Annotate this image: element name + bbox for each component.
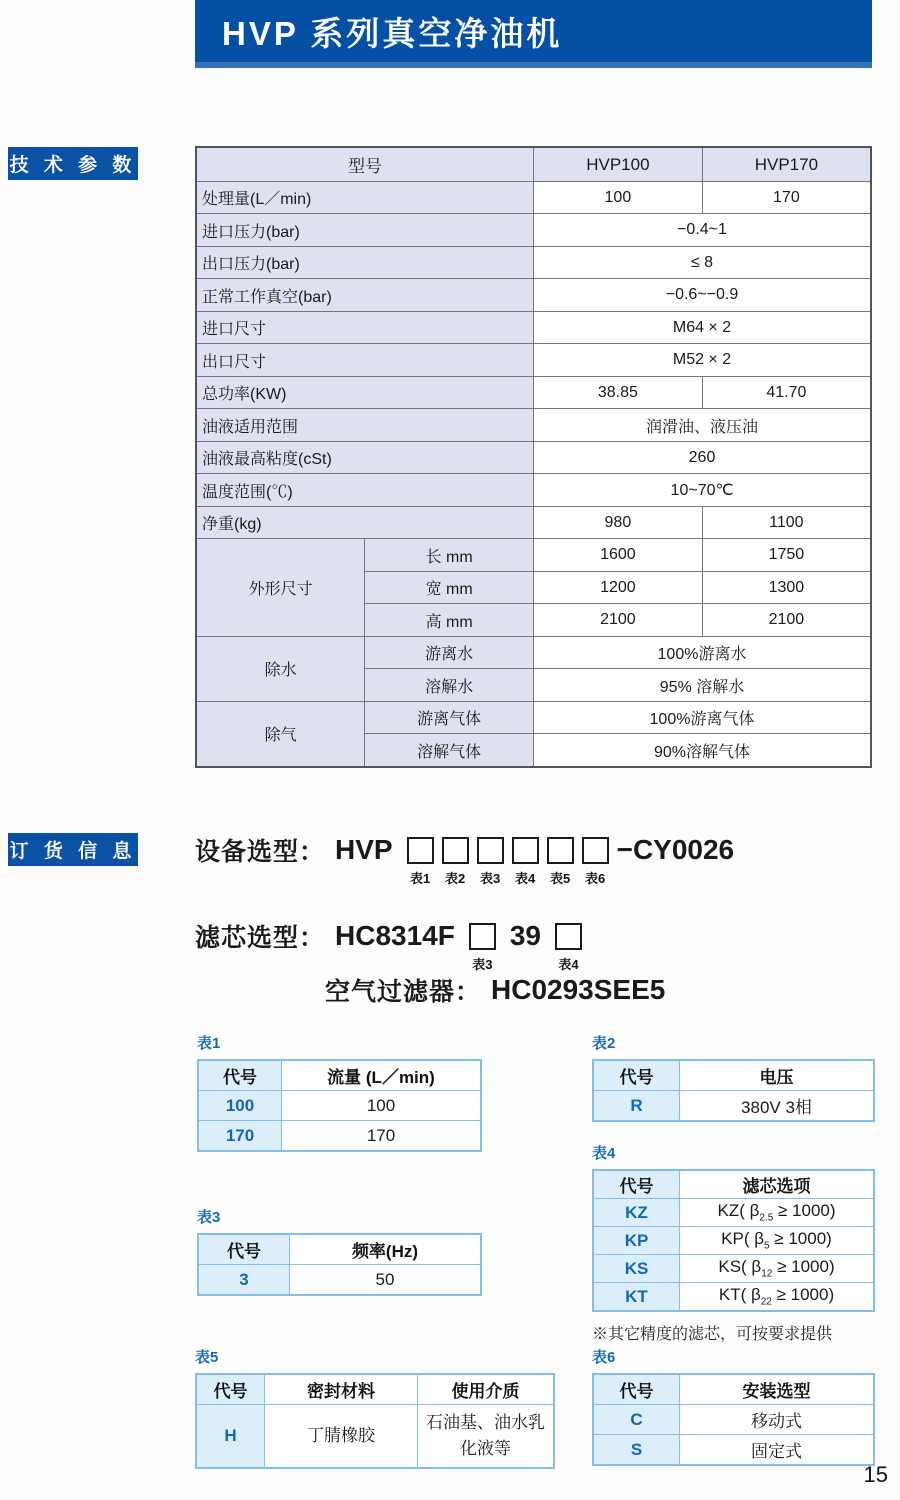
code-table-header-row [593, 1374, 874, 1405]
order-box-label: 表6 [584, 870, 606, 886]
spec-value: 260 [534, 441, 872, 473]
code-table-header-row [593, 1170, 874, 1199]
option-cell: 50 [290, 1265, 482, 1296]
code-table-row [593, 1199, 874, 1227]
spec-row-label: 出口尺寸 [196, 344, 534, 376]
code-table-label: 表3 [197, 1209, 221, 1226]
code-table-header-row [198, 1060, 481, 1091]
code-table-row [593, 1091, 874, 1122]
spec-value: 1600 [534, 539, 703, 571]
spec-header-hvp100: HVP100 [534, 147, 703, 182]
spec-value: 10~70℃ [534, 474, 872, 506]
spec-value: 1200 [534, 571, 703, 603]
code-table-block [197, 1206, 482, 1296]
option-cell: 石油基、油水乳化液等 [418, 1405, 555, 1469]
code-table-header-cell: 频率(Hz) [290, 1234, 482, 1265]
device-code-boxes [403, 837, 613, 886]
code-table-row [198, 1121, 481, 1152]
air-filter-line [325, 972, 665, 1008]
code-table-row [198, 1091, 481, 1121]
spec-row-label: 处理量(L／min) [196, 182, 534, 214]
spec-row [196, 246, 871, 278]
spec-sub-label: 溶解气体 [365, 734, 534, 767]
code-table-block [197, 1032, 482, 1152]
spec-value: 100%游离水 [534, 636, 872, 668]
spec-row [196, 441, 871, 473]
filter-model-prefix: HC8314F [335, 920, 455, 951]
code-table-label: 表1 [197, 1035, 221, 1052]
spec-row [196, 474, 871, 506]
spec-header-row [196, 147, 871, 182]
spec-value: 2100 [534, 604, 703, 636]
filter-note: ※其它精度的滤芯，可按要求提供 [592, 1326, 833, 1343]
spec-sub-label: 溶解水 [365, 669, 534, 701]
order-box-label: 表4 [514, 870, 536, 886]
spec-value: 润滑油、液压油 [534, 409, 872, 441]
code-table-block [592, 1142, 875, 1344]
spec-row-label: 油液最高粘度(cSt) [196, 441, 534, 473]
code-cell: KZ [593, 1199, 680, 1227]
spec-row [196, 409, 871, 441]
order-info-badge: 订 货 信 息 [8, 833, 138, 866]
filter-code-box-1 [469, 923, 496, 972]
device-model-suffix: −CY0026 [616, 834, 735, 865]
code-table-block [592, 1346, 875, 1466]
title-banner [195, 0, 872, 68]
code-table-label: 表6 [592, 1349, 616, 1366]
code-table [592, 1059, 875, 1122]
option-cell: 移动式 [680, 1405, 875, 1435]
spec-sub-label: 长 mm [365, 539, 534, 571]
spec-row-label: 正常工作真空(bar) [196, 279, 534, 311]
code-table-row [196, 1405, 554, 1469]
spec-header-model: 型号 [196, 147, 534, 182]
order-box-label: 表2 [444, 870, 466, 886]
code-table [195, 1373, 555, 1469]
code-table-header-cell: 代号 [196, 1374, 265, 1405]
code-table-header-cell: 使用介质 [418, 1374, 555, 1405]
spec-value: 1300 [702, 571, 871, 603]
spec-group-label: 除气 [196, 701, 365, 767]
option-cell: KP( $\beta_5 \ge 1000$) [680, 1227, 875, 1255]
code-table-header-row [593, 1060, 874, 1091]
spec-row-label: 出口压力(bar) [196, 246, 534, 278]
spec-row-label: 进口尺寸 [196, 311, 534, 343]
code-table-row [593, 1283, 874, 1312]
code-cell: H [196, 1405, 265, 1469]
spec-value: 100%游离气体 [534, 701, 872, 733]
code-table-header-cell: 电压 [680, 1060, 875, 1091]
code-cell: 170 [198, 1121, 282, 1152]
spec-value: 980 [534, 506, 703, 538]
code-table-block [592, 1032, 875, 1122]
code-table [592, 1169, 875, 1312]
spec-row-label: 进口压力(bar) [196, 214, 534, 246]
code-table-header-cell: 安装选型 [680, 1374, 875, 1405]
air-filter-label: 空气过滤器： [325, 978, 482, 1006]
device-model-prefix: HVP [335, 834, 393, 865]
filter-selection-label: 滤芯选型： [195, 924, 326, 952]
order-code-box [512, 837, 539, 886]
code-cell: 100 [198, 1091, 282, 1121]
spec-row-label: 总功率(KW) [196, 376, 534, 408]
spec-value: 1100 [702, 506, 871, 538]
spec-row [196, 506, 871, 538]
spec-sub-label: 高 mm [365, 604, 534, 636]
spec-value: 100 [534, 182, 703, 214]
code-box [469, 923, 496, 950]
air-filter-value: HC0293SEE5 [491, 974, 666, 1005]
spec-value: 170 [702, 182, 871, 214]
option-cell: KZ( $\beta_{2.5} \ge 1000$) [680, 1199, 875, 1227]
code-table-label: 表4 [592, 1145, 616, 1162]
code-table-header-cell: 滤芯选项 [680, 1170, 875, 1199]
code-box [407, 837, 434, 864]
code-table-header-cell: 代号 [198, 1060, 282, 1091]
code-table-header-cell: 代号 [593, 1374, 680, 1405]
code-table-header-cell: 代号 [198, 1234, 290, 1265]
spec-value: 38.85 [534, 376, 703, 408]
code-box [477, 837, 504, 864]
spec-value: −0.6~−0.9 [534, 279, 872, 311]
tech-params-badge: 技 术 参 数 [8, 147, 138, 180]
code-box [555, 923, 582, 950]
order-code-box [477, 837, 504, 886]
order-code-box [407, 837, 434, 886]
code-table-row [593, 1435, 874, 1466]
spec-row [196, 344, 871, 376]
option-cell: 固定式 [680, 1435, 875, 1466]
code-table-row [198, 1265, 481, 1296]
code-table-label: 表2 [592, 1035, 616, 1052]
spec-value: 1750 [702, 539, 871, 571]
code-cell: R [593, 1091, 680, 1122]
device-selection-line [195, 832, 735, 886]
option-cell: 380V 3相 [680, 1091, 875, 1122]
option-cell: 170 [282, 1121, 482, 1152]
spec-sub-label: 游离气体 [365, 701, 534, 733]
code-box [512, 837, 539, 864]
spec-row-label: 温度范围(℃) [196, 474, 534, 506]
spec-value: 2100 [702, 604, 871, 636]
spec-row-label: 净重(kg) [196, 506, 534, 538]
code-table-row [593, 1405, 874, 1435]
code-cell: C [593, 1405, 680, 1435]
spec-value: M64 × 2 [534, 311, 872, 343]
spec-row [196, 701, 871, 733]
code-cell: S [593, 1435, 680, 1466]
spec-value: ≤ 8 [534, 246, 872, 278]
spec-row [196, 376, 871, 408]
filter-selection-line [195, 918, 586, 972]
spec-value: 41.70 [702, 376, 871, 408]
filter-code-box-2 [555, 923, 582, 972]
option-cell: KT( $\beta_{22} \ge 1000$) [680, 1283, 875, 1312]
spec-value: 90%溶解气体 [534, 734, 872, 767]
code-table-label: 表5 [195, 1349, 219, 1366]
code-table [592, 1373, 875, 1466]
order-box-label: 表1 [409, 870, 431, 886]
spec-value: 95% 溶解水 [534, 669, 872, 701]
code-table-row [593, 1227, 874, 1255]
spec-row [196, 279, 871, 311]
spec-value: −0.4~1 [534, 214, 872, 246]
spec-row-label: 油液适用范围 [196, 409, 534, 441]
spec-sub-label: 游离水 [365, 636, 534, 668]
device-selection-label: 设备选型： [195, 838, 326, 866]
order-code-box [582, 837, 609, 886]
spec-table [195, 146, 872, 768]
code-box [547, 837, 574, 864]
order-box-label: 表5 [549, 870, 571, 886]
code-table-header-row [196, 1374, 554, 1405]
spec-row [196, 182, 871, 214]
option-cell: 丁腈橡胶 [265, 1405, 418, 1469]
spec-row [196, 636, 871, 668]
code-cell: KP [593, 1227, 680, 1255]
order-code-box [547, 837, 574, 886]
filter-middle-code: 39 [509, 920, 542, 951]
option-cell: KS( $\beta_{12} \ge 1000$) [680, 1255, 875, 1283]
code-box [442, 837, 469, 864]
spec-group-label: 外形尺寸 [196, 539, 365, 636]
spec-row [196, 214, 871, 246]
code-box [582, 837, 609, 864]
code-table-row [593, 1255, 874, 1283]
spec-row [196, 311, 871, 343]
spec-group-label: 除水 [196, 636, 365, 701]
spec-header-hvp170: HVP170 [702, 147, 871, 182]
spec-row [196, 539, 871, 571]
spec-value: M52 × 2 [534, 344, 872, 376]
code-table-header-cell: 密封材料 [265, 1374, 418, 1405]
code-table-header-cell: 代号 [593, 1170, 680, 1199]
page-number: 15 [863, 1462, 888, 1487]
code-table-block [195, 1346, 555, 1469]
code-cell: 3 [198, 1265, 290, 1296]
code-table [197, 1059, 482, 1152]
code-table [197, 1233, 482, 1296]
filter-box-label-2: 表4 [558, 956, 579, 972]
order-code-box [442, 837, 469, 886]
code-table-header-cell: 流量 (L／min) [282, 1060, 482, 1091]
filter-box-label-1: 表3 [472, 956, 493, 972]
spec-sub-label: 宽 mm [365, 571, 534, 603]
option-cell: 100 [282, 1091, 482, 1121]
code-table-header-cell: 代号 [593, 1060, 680, 1091]
page-title: HVP 系列真空净油机 [222, 14, 563, 52]
code-cell: KT [593, 1283, 680, 1312]
order-box-label: 表3 [479, 870, 501, 886]
code-cell: KS [593, 1255, 680, 1283]
code-table-header-row [198, 1234, 481, 1265]
